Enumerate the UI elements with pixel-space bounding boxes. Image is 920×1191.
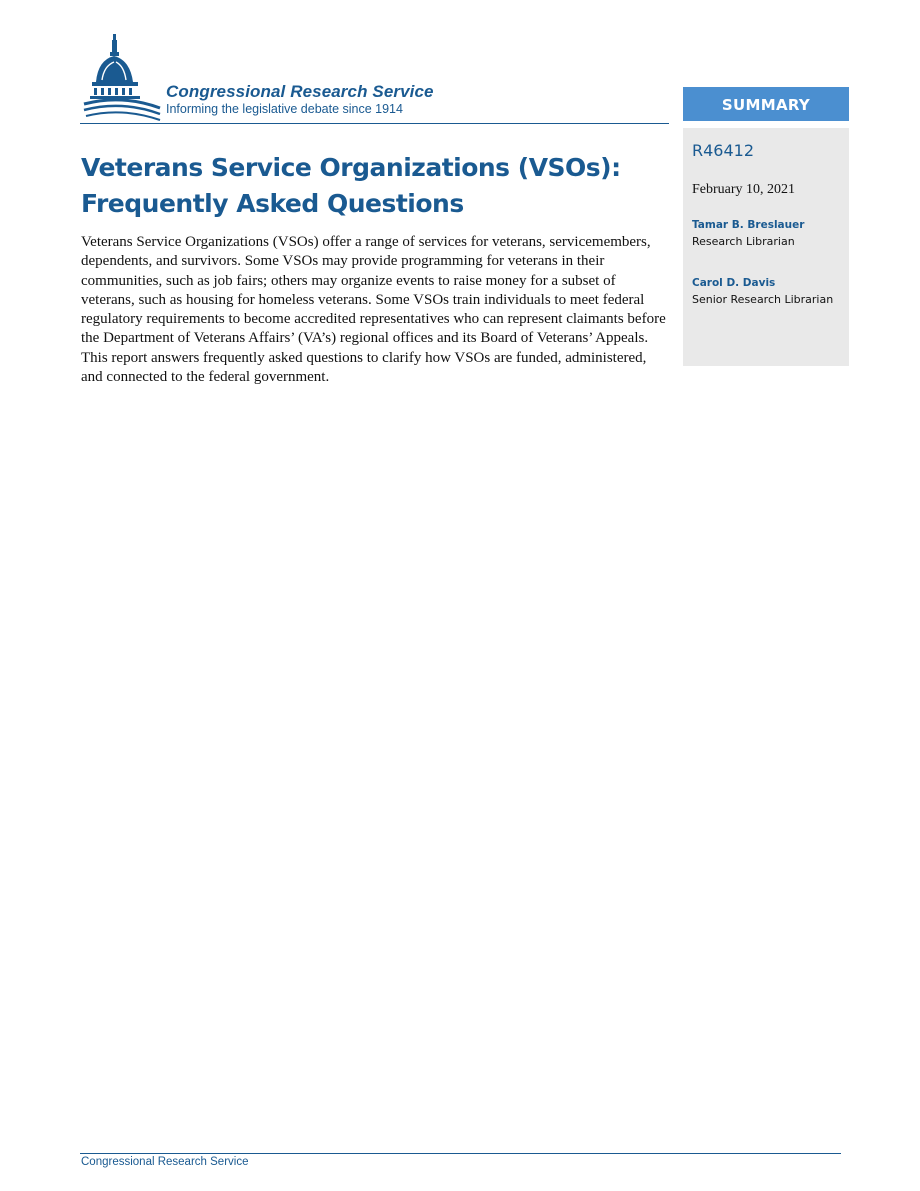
author-role: Senior Research Librarian [692,293,834,306]
author-name: Carol D. Davis [692,277,776,289]
crs-logo [80,34,480,124]
report-date: February 10, 2021 [692,182,796,197]
report-number: R46412 [692,141,755,160]
capitol-dome-icon [82,34,162,122]
org-tagline: Informing the legislative debate since 1914 [166,102,403,116]
summary-header: SUMMARY [683,87,849,121]
author-name: Tamar B. Breslauer [692,219,805,231]
report-title: Veterans Service Organizations (VSOs): Frequently Asked Questions [81,153,621,218]
header-divider [80,123,669,124]
org-name: Congressional Research Service [166,82,434,101]
footer-divider [80,1153,841,1154]
footer-text: Congressional Research Service [81,1156,249,1168]
report-summary: Veterans Service Organizations (VSOs) offer a range of services for veterans, servicemembers, dependents, and survivors. Some VSOs may provide programming for veterans in their communities, such as job fairs; others may organize events to raise money for a subset of veterans, such as housing for homeless veterans. Some VSOs train individuals to meet federal regulatory requirements to become accredited representatives who can represent claimants before the Department of Veterans Affairs’ (VA’s) regional offices and its Board of Veterans’ Appeals. This report answers frequently asked questions to clarify how VSOs are funded, administered, and connected to the federal government. [81,234,666,386]
author-role: Research Librarian [692,235,795,248]
